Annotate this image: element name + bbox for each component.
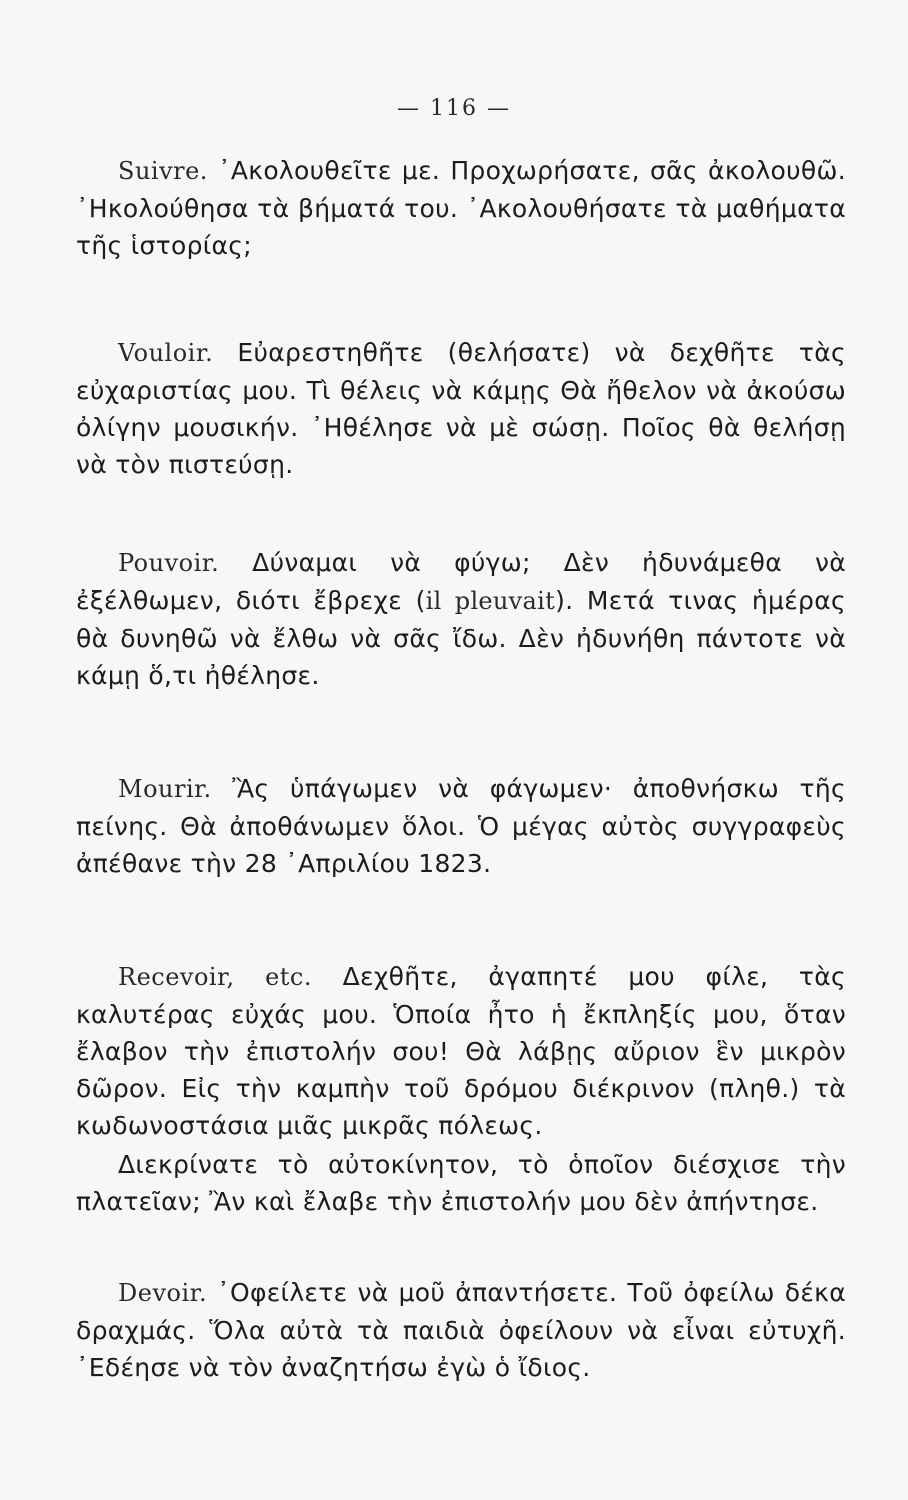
headword-suivre: Suivre.	[118, 157, 208, 185]
entry-recevoir	[76, 958, 846, 1220]
entry-mourir-text: Ἂς ὑπάγωμεν νὰ φάγωμεν· ἀποθνήσκω τῆς πείνης. Θὰ ἀποθάνωμεν ὅλοι. Ὁ μέγας αὐτὸς συγγραφεὺς ἀπέθανε τὴν 28 ᾿Απριλίου 1823.	[76, 774, 846, 878]
entry-recevoir-text: Δεχθῆτε, ἀγαπητέ μου φίλε, τὰς καλυτέρας εὐχάς μου. Ὁποία ἦτο ἡ ἔκπληξίς μου, ὅταν ἔλαβον τὴν ἐπιστολήν σου! Θὰ λάβῃς αὔριον ἓν μικρὸν δῶρον. Εἰς τὴν καμπὴν τοῦ δρόμου διέκρινον (πληθ.) τὰ κωδωνοστάσια μιᾶς μικρᾶς πόλεως.	[76, 962, 846, 1140]
entry-suivre	[76, 152, 846, 264]
entry-pouvoir-text-1: Δύναμαι νὰ φύγω; Δὲν ἠδυνάμεθα νὰ ἐξέλθωμεν, διότι ἔβρεχε (	[76, 548, 846, 615]
entry-pouvoir	[76, 544, 846, 694]
entry-suivre-text: ᾿Ακολουθεῖτε με. Προχωρήσατε, σᾶς ἀκολουθῶ. ᾿Ηκολούθησα τὰ βήματά του. ᾿Ακολουθήσατε τὰ μαθήματα τῆς ἱστορίας;	[76, 156, 846, 260]
entry-pouvoir-french-gloss: il pleuvait	[425, 587, 556, 615]
page-number: — 116 —	[397, 96, 511, 121]
entry-suivre-paragraph	[76, 152, 846, 264]
entry-mourir-paragraph	[76, 770, 846, 882]
headword-devoir: Devoir.	[118, 1279, 208, 1307]
entry-vouloir	[76, 334, 846, 483]
entry-vouloir-text: Εὐαρεστηθῆτε (θελήσατε) νὰ δεχθῆτε τὰς εὐχαριστίας μου. Τὶ θέλεις νὰ κάμῃς Θὰ ἤθελον νὰ ἀκούσω ὀλίγην μουσικήν. ᾿Ηθέλησε νὰ μὲ σώσῃ. Ποῖος θὰ θελήσῃ νὰ τὸν πιστεύσῃ.	[76, 338, 846, 479]
headword-recevoir: Recevoir, etc.	[118, 963, 313, 991]
entry-recevoir-paragraph	[76, 958, 846, 1144]
entry-devoir-paragraph	[76, 1274, 846, 1386]
headword-mourir: Mourir.	[118, 775, 212, 803]
entry-pouvoir-paragraph	[76, 544, 846, 694]
entry-devoir-text: ᾿Οφείλετε νὰ μοῦ ἀπαντήσετε. Τοῦ ὀφείλω δέκα δραχμάς. Ὅλα αὐτὰ τὰ παιδιὰ ὀφείλουν νὰ εἶναι εὐτυχῆ. ᾿Εδέησε νὰ τὸν ἀναζητήσω ἐγὼ ὁ ἴδιος.	[76, 1278, 846, 1382]
entry-vouloir-paragraph	[76, 334, 846, 483]
entry-mourir	[76, 770, 846, 882]
headword-pouvoir: Pouvoir.	[118, 549, 220, 577]
entry-recevoir-paragraph-2: Διεκρίνατε τὸ αὐτοκίνητον, τὸ ὁποῖον διέσχισε τὴν πλατεῖαν; Ἂν καὶ ἔλαβε τὴν ἐπιστολήν μου δὲν ἀπήντησε.	[76, 1150, 846, 1216]
entry-devoir	[76, 1274, 846, 1386]
entry-pouvoir-text-2: ). Μετά τινας ἡμέρας θὰ δυνηθῶ νὰ ἔλθω νὰ σᾶς ἴδω. Δὲν ἠδυνήθη πάντοτε νὰ κάμῃ ὅ,τι ἠθέλησε.	[76, 586, 846, 690]
headword-vouloir: Vouloir.	[118, 339, 214, 367]
